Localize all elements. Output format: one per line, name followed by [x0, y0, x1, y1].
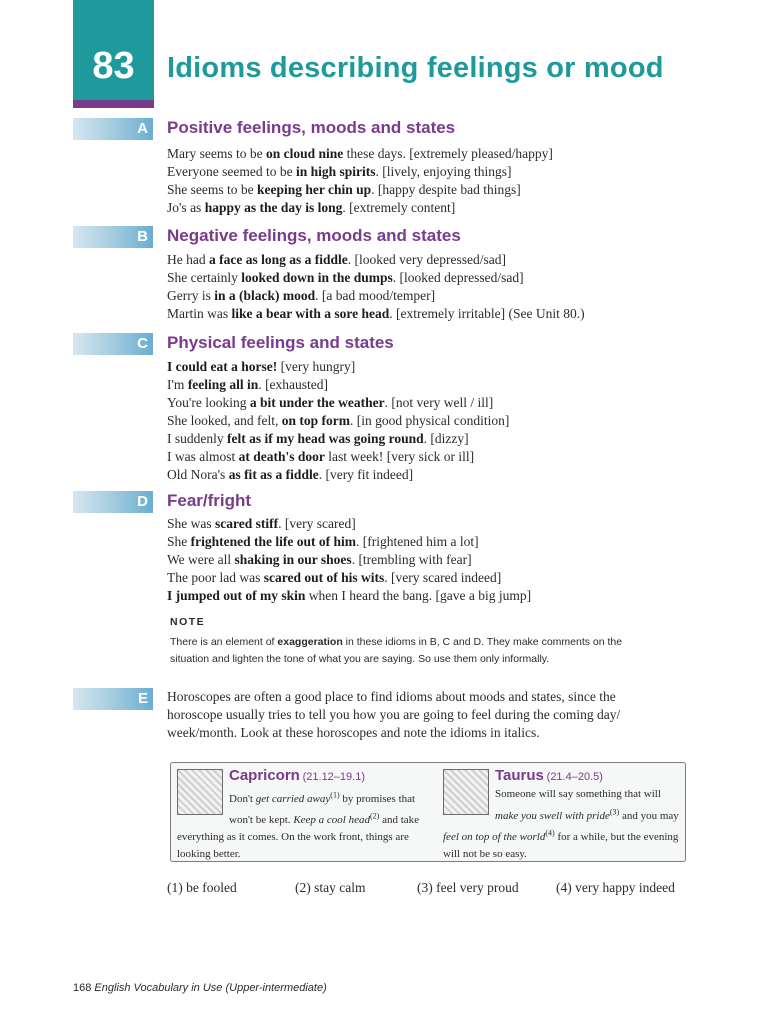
- gloss-4: (4) very happy indeed: [556, 880, 675, 895]
- idiom-line: Mary seems to be on cloud nine these days. [extremely pleased/happy]: [167, 146, 553, 161]
- idiom-line: You're looking a bit under the weather. [not very well / ill]: [167, 395, 494, 410]
- idiom: looked down in the dumps: [241, 270, 393, 285]
- idiom: on top form: [281, 413, 350, 428]
- idiom-line: Gerry is in a (black) mood. [a bad mood/temper]: [167, 288, 436, 303]
- gloss-2: (2) stay calm: [295, 880, 366, 895]
- sign-name: Capricorn: [229, 767, 300, 784]
- section-heading-d: Fear/fright: [167, 491, 252, 510]
- gloss-1: (1) be fooled: [167, 880, 237, 895]
- idiom: keeping her chin up: [257, 182, 372, 197]
- idiom: scared stiff: [215, 516, 279, 531]
- section-lines-d: [167, 515, 531, 605]
- sign-dates: (21.12–19.1): [302, 771, 365, 783]
- note-before: There is an element of: [170, 636, 278, 648]
- note-text: [170, 634, 640, 668]
- idiom-line: I was almost at death's door last week! [very sick or ill]: [167, 449, 475, 464]
- note-after: in these idioms in B, C and D. They make comments on the situation and lighten the tone of what you are saying. So use them only informally.: [170, 636, 623, 665]
- section-lines-b: [167, 251, 585, 323]
- idiom: in high spirits: [295, 164, 376, 179]
- taurus-bull-icon: [443, 769, 489, 815]
- section-tab-e: E: [73, 688, 153, 710]
- idiom-line: She certainly looked down in the dumps. [looked depressed/sad]: [167, 270, 524, 285]
- idiom-line: The poor lad was scared out of his wits. [very scared indeed]: [167, 570, 502, 585]
- footer: [73, 982, 327, 994]
- section-lines-a: [167, 145, 553, 217]
- page-number: 168: [73, 982, 92, 994]
- note-label: NOTE: [170, 616, 206, 628]
- idiom-line: I jumped out of my skin when I heard the bang. [gave a big jump]: [167, 588, 532, 603]
- idiom: in a (black) mood: [214, 288, 316, 303]
- unit-number: 83: [73, 0, 154, 100]
- unit-strip: [73, 100, 154, 108]
- idiom: happy as the day is long: [204, 200, 343, 215]
- section-tab-c: C: [73, 333, 153, 355]
- section-lines-c: [167, 358, 509, 484]
- section-heading-c: Physical feelings and states: [167, 333, 394, 352]
- idiom: a face as long as a fiddle: [208, 252, 348, 267]
- idiom-line: She was scared stiff. [very scared]: [167, 516, 356, 531]
- idiom-line: Jo's as happy as the day is long. [extremely content]: [167, 200, 456, 215]
- idiom: feeling all in: [187, 377, 259, 392]
- horoscope-taurus: [443, 767, 683, 863]
- idiom-line: I could eat a horse! [very hungry]: [167, 359, 356, 374]
- capricorn-goat-icon: [177, 769, 223, 815]
- horoscope-capricorn: [177, 767, 427, 863]
- idiom: at death's door: [238, 449, 325, 464]
- idiom-line: Martin was like a bear with a sore head. [extremely irritable] (See Unit 80.): [167, 306, 585, 321]
- section-e-text: Horoscopes are often a good place to find idioms about moods and states, since the horoscope usually tries to tell you how you are going to feel during the coming day/ week/month. Look at these horoscopes and note the idioms in italics.: [167, 689, 621, 740]
- gloss-3: (3) feel very proud: [417, 880, 519, 895]
- horoscope-box: [170, 762, 686, 862]
- idiom-line: She looked, and felt, on top form. [in good physical condition]: [167, 413, 510, 428]
- page-title: Idioms describing feelings or mood: [167, 52, 664, 84]
- idiom: a bit under the weather: [249, 395, 385, 410]
- idiom: shaking in our shoes: [234, 552, 352, 567]
- horoscope-text: Someone will say something that will make you swell with pride$^{(3)}$ and you may feel on top of the world$^{(4)}$ for a while, but the evening will not be so easy.: [443, 788, 679, 861]
- idiom-line: I suddenly felt as if my head was going round. [dizzy]: [167, 431, 469, 446]
- idiom: scared out of his wits: [263, 570, 385, 585]
- idiom-line: He had a face as long as a fiddle. [looked very depressed/sad]: [167, 252, 506, 267]
- idiom: I could eat a horse!: [167, 359, 278, 374]
- section-tab-a: A: [73, 118, 153, 140]
- idiom-line: I'm feeling all in. [exhausted]: [167, 377, 329, 392]
- section-tab-b: B: [73, 226, 153, 248]
- idiom: felt as if my head was going round: [227, 431, 424, 446]
- horoscope-text: Don't get carried away$^{(1)}$ by promises that won't be kept. Keep a cool head$^{(2)}$ and take everything as it comes. On the work front, things are looking better.: [177, 790, 420, 861]
- idiom: like a bear with a sore head: [231, 306, 390, 321]
- idiom-line: We were all shaking in our shoes. [trembling with fear]: [167, 552, 472, 567]
- idiom: as fit as a fiddle: [228, 467, 319, 482]
- sign-dates: (21.4–20.5): [546, 771, 603, 783]
- idiom-line: Old Nora's as fit as a fiddle. [very fit indeed]: [167, 467, 414, 482]
- book-title: English Vocabulary in Use (Upper-intermediate): [94, 982, 327, 994]
- idiom: frightened the life out of him: [190, 534, 356, 549]
- idiom-line: She seems to be keeping her chin up. [happy despite bad things]: [167, 182, 521, 197]
- section-heading-a: Positive feelings, moods and states: [167, 118, 456, 137]
- section-heading-b: Negative feelings, moods and states: [167, 226, 461, 245]
- idiom-line: Everyone seemed to be in high spirits. [lively, enjoying things]: [167, 164, 512, 179]
- idiom: on cloud nine: [265, 146, 344, 161]
- sign-name: Taurus: [495, 767, 544, 784]
- idiom-line: She frightened the life out of him. [frightened him a lot]: [167, 534, 479, 549]
- idiom: I jumped out of my skin: [167, 588, 306, 603]
- note-bold: exaggeration: [277, 636, 343, 648]
- section-tab-d: D: [73, 491, 153, 513]
